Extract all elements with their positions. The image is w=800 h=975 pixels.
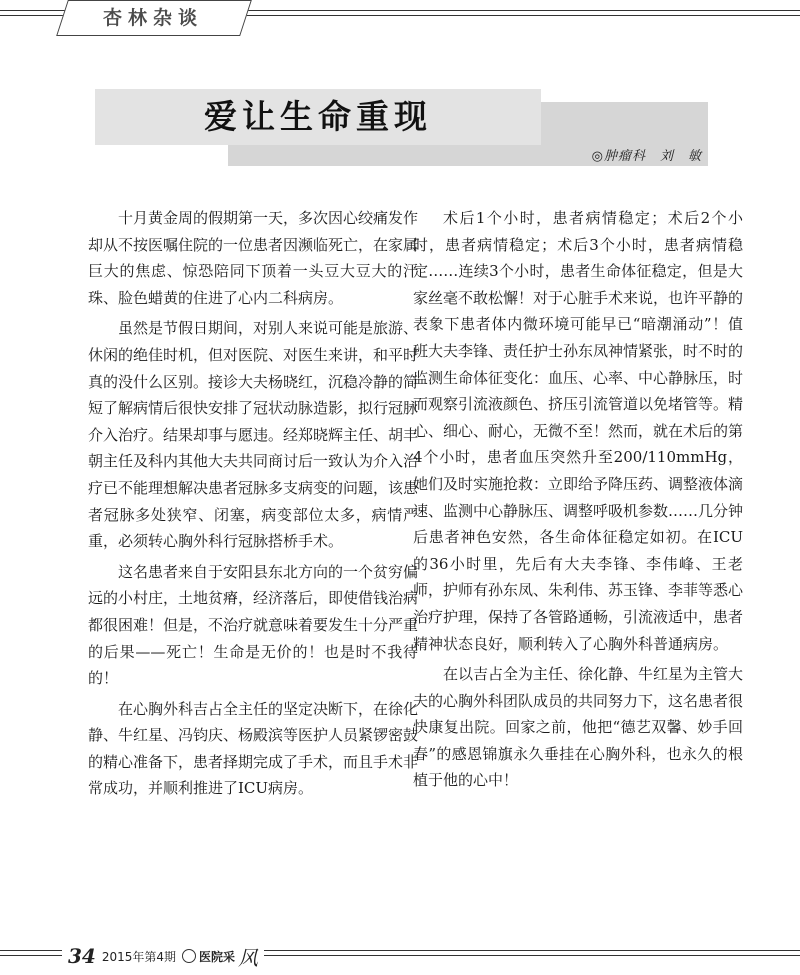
left-column: [88, 205, 418, 806]
paragraph: 十月黄金周的假期第一天，多次因心绞痛发作却从不按医嘱住院的一位患者因濒临死亡，在家属巨大的焦虑、惊恐陪同下顶着一头豆大豆大的汗珠、脸色蜡黄的住进了心内二科病房。: [88, 209, 419, 307]
magazine-logo: [182, 942, 258, 971]
hospital-emblem-icon: [182, 949, 196, 963]
magazine-feng-glyph: 风: [238, 945, 259, 970]
article-byline: ◎肿瘤科 刘 敏: [591, 149, 702, 164]
paragraph: 在心胸外科吉占全主任的坚定决断下，在徐化静、牛红星、冯钧庆、杨殿滨等医护人员紧锣密鼓的精心准备下，患者择期完成了手术，而且手术非常成功，并顺利推进了ICU病房。: [88, 699, 419, 798]
page-footer: [62, 941, 264, 971]
column-tag: [56, 0, 252, 36]
magazine-name: 医院采: [199, 949, 236, 964]
page-number: 34: [68, 944, 96, 968]
article-title: 爱让生命重现: [204, 97, 432, 136]
paragraph: 虽然是节假日期间，对别人来说可能是旅游、休闲的绝佳时机，但对医院、对医生来讲，和平时真的没什么区别。接诊大夫杨晓红，沉稳冷静的简短了解病情后很快安排了冠状动脉造影，拟行冠脉介入治疗。结果却事与愿违。经郑晓辉主任、胡丰朝主任及科内其他大夫共同商讨后一致认为介入治疗已不能理想解决患者冠脉多支病变的问题，该患者冠脉多处狭窄、闭塞，病变部位太多，病情严重，必须转心胸外科行冠脉搭桥手术。: [88, 319, 419, 551]
column-name: 杏林杂谈: [103, 7, 204, 29]
paragraph: 这名患者来自于安阳县东北方向的一个贫穷偏远的小村庄，土地贫瘠，经济落后，即使借钱治病都很困难！但是，不治疗就意味着要发生十分严重的后果——死亡！生命是无价的！也是时不我待的！: [88, 562, 419, 688]
paragraph: 术后1个小时，患者病情稳定；术后2个小时，患者病情稳定；术后3个小时，患者病情稳定……连续3个小时，患者生命体征稳定，但是大家丝毫不敢松懈！对于心脏手术来说，也许平静的表象下患者体内微环境可能早已“暗潮涌动”！值班大夫李锋、责任护士孙东凤神情紧张，时不时的监测生命体征变化：血压、心率、中心静脉压，时而观察引流液颜色、挤压引流管道以免堵管等。精心、细心、耐心，无微不至！然而，就在术后的第4个小时，患者血压突然升至200/110mmHg，她们及时实施抢救：立即给予降压药、调整液体滴速、监测中心静脉压、调整呼吸机参数……几分钟后患者神色安然，各生命体征稳定如初。在ICU的36小时里，先后有大夫李锋、李伟峰、王老师，护师有孙东凤、朱利伟、苏玉锋、李菲等悉心治疗护理，保持了各管路通畅，引流液适中，患者精神状态良好，顺利转入了心胸外科普通病房。: [413, 209, 744, 653]
issue-label: 2015年第4期: [101, 949, 177, 964]
paragraph: 在以吉占全为主任、徐化静、牛红星为主管大夫的心胸外科团队成员的共同努力下，这名患者很快康复出院。回家之前，他把“德艺双馨、妙手回春”的感恩锦旗永久垂挂在心胸外科，也永久的根植于他的心中！: [413, 665, 744, 790]
right-column: [413, 205, 743, 798]
